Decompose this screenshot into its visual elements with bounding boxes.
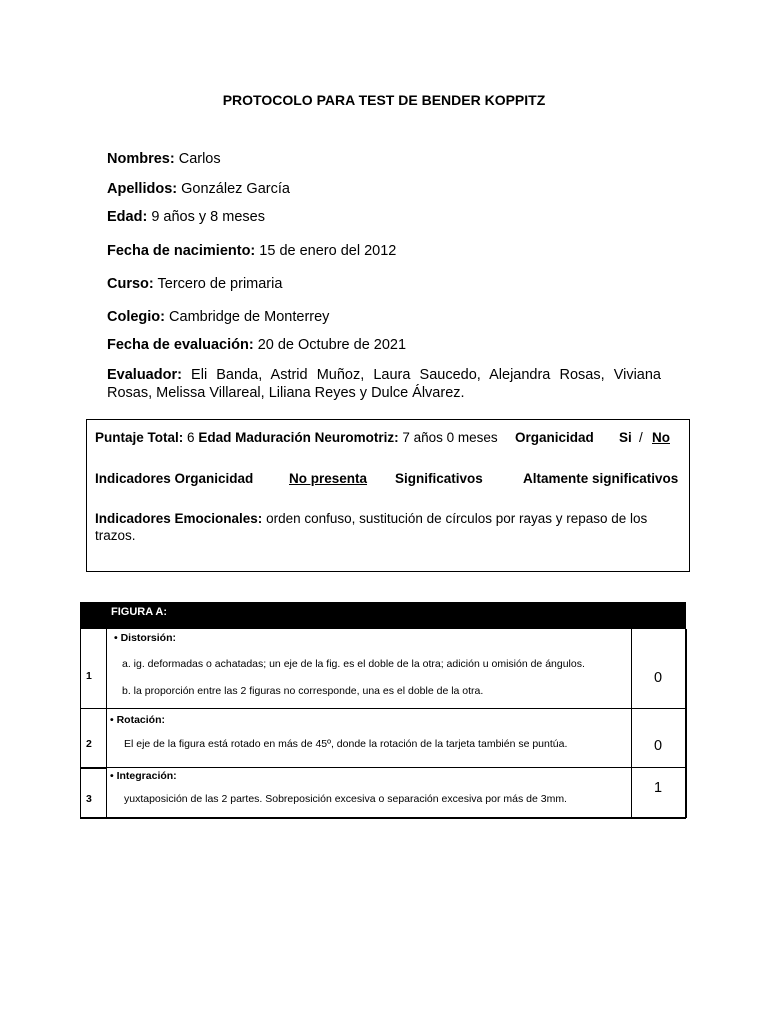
nombres-value: Carlos [178,151,221,167]
fecha-evaluacion-label: Fecha de evaluación: [107,337,254,353]
row-2-item: El eje de la figura está rotado en más de 45º, donde la rotación de la tarjeta también se puntúa. [124,738,568,750]
organicidad-slash: / [639,430,643,445]
row-1-item-a: a. ig. deformadas o achatadas; un eje de la fig. es el doble de la otra; adición u omisión de ángulos. [122,658,585,670]
summary-row-puntaje [95,430,498,445]
edad-label: Edad: [107,209,148,225]
field-fecha-nacimiento [107,243,396,259]
puntaje-label: Puntaje Total: [95,430,184,445]
row-2-number: 2 [86,738,92,750]
table-row-divider-1 [80,708,686,709]
significativos-option: Significativos [395,471,483,486]
row-2-score: 0 [654,738,663,754]
field-curso [107,276,282,292]
edad-value: 9 años y 8 meses [151,209,265,225]
row-3-score: 1 [654,780,663,796]
indicadores-emocionales-value: orden confuso, sustitución de círculos por rayas y repaso de los trazos. [95,511,648,543]
organicidad-no: No [652,430,670,445]
puntaje-value: 6 [187,430,195,445]
indicadores-organicidad-label: Indicadores Organicidad [95,471,254,486]
table-col-divider-score [631,629,632,818]
altamente-significativos-option: Altamente significativos [523,471,679,486]
fecha-evaluacion-value: 20 de Octubre de 2021 [257,337,407,353]
field-nombres [107,151,221,167]
table-row-divider-2 [80,767,686,768]
row-1-item-b: b. la proporción entre las 2 figuras no corresponde, una es el doble de la otra. [122,685,484,697]
field-edad [107,209,265,225]
row-3-title: • Integración: [110,770,177,782]
edad-maduracion-label: Edad Maduración Neuromotriz: [198,430,399,445]
field-apellidos [107,181,290,197]
row-3-number: 3 [86,793,92,805]
colegio-label: Colegio: [107,309,165,325]
table-border-right [685,629,687,818]
row-1-score: 0 [654,670,663,686]
table-border-left [80,629,81,818]
figura-header [80,602,686,629]
nombres-label: Nombres: [107,151,175,167]
evaluador-label: Evaluador: [107,367,182,383]
row-3-item: yuxtaposición de las 2 partes. Sobreposición excesiva o separación excesiva por más de 3mm. [124,793,567,805]
row-1-title: • Distorsión: [114,632,177,644]
field-evaluador [107,366,661,402]
organicidad-si: Si [619,430,632,445]
table-col-divider-num [106,629,107,818]
colegio-value: Cambridge de Monterrey [169,309,330,325]
summary-box [86,419,690,572]
curso-value: Tercero de primaria [157,276,283,292]
row-2-title: • Rotación: [110,714,166,726]
field-fecha-evaluacion [107,337,406,353]
indicadores-emocionales [95,510,675,544]
apellidos-label: Apellidos: [107,181,178,197]
evaluador-value: Eli Banda, Astrid Muñoz, Laura Saucedo, Alejandra Rosas, Viviana Rosas, Melissa Villareal, Liliana Reyes y Dulce Álvarez. [107,367,662,401]
field-colegio [107,309,329,325]
table-border-bottom [80,817,686,819]
table-row-divider-2-num [80,767,106,769]
page-title: PROTOCOLO PARA TEST DE BENDER KOPPITZ [222,92,546,108]
figura-table [80,602,686,818]
fecha-nacimiento-value: 15 de enero del 2012 [259,243,397,259]
edad-maduracion-value: 7 años 0 meses [402,430,498,445]
apellidos-value: González García [181,181,290,197]
no-presenta-option: No presenta [289,471,368,486]
indicadores-emocionales-label: Indicadores Emocionales: [95,511,263,526]
row-1-number: 1 [86,670,92,682]
fecha-nacimiento-label: Fecha de nacimiento: [107,243,256,259]
curso-label: Curso: [107,276,154,292]
organicidad-label: Organicidad [515,430,594,445]
figura-header-label: FIGURA A: [111,606,168,618]
